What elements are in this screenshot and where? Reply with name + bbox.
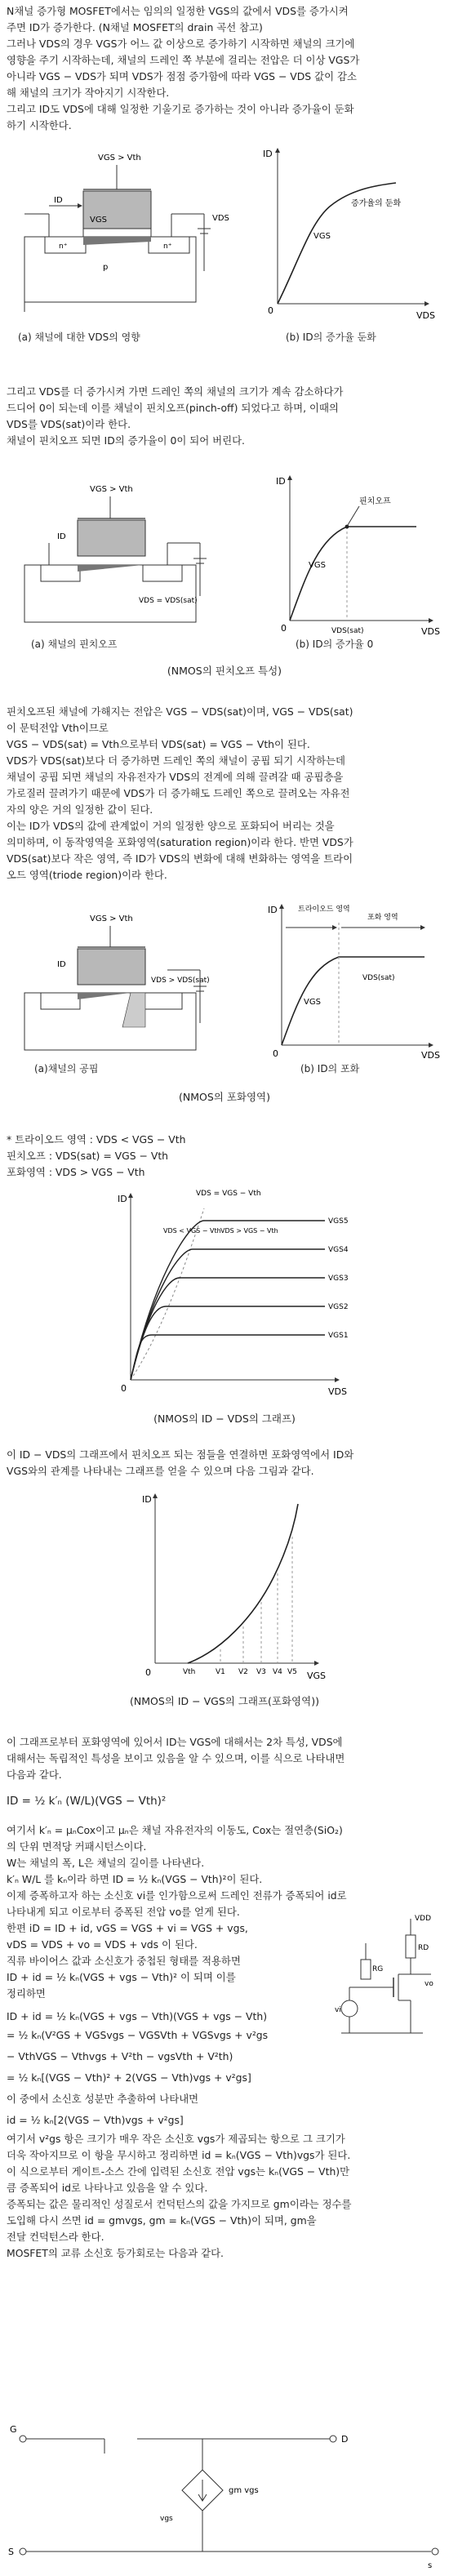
- text-line: 그리고 VDS를 더 증가시켜 가면 드레인 쪽의 채널의 크기가 계속 감소하다가: [7, 385, 344, 398]
- transfer-paragraph: [7, 1447, 442, 1479]
- text-line: 큼 증폭되어 id로 나타나고 있음을 알 수 있다.: [7, 2182, 208, 2194]
- text-line: 다음과 같다.: [7, 1768, 62, 1781]
- vdssat-label: VDS(sat): [362, 974, 395, 982]
- axis-x-label: VDS: [328, 1386, 347, 1397]
- text-line: 핀치오프 : VDS(sat) = VGS − Vth: [7, 1150, 169, 1162]
- vi-label: vi: [335, 2006, 341, 2014]
- id-vds-curve: [131, 1278, 325, 1380]
- text-line: = ½ kₙ[(VGS − Vth)² + 2(VGS − Vth)vgs + v²gs]: [7, 2071, 251, 2084]
- text-line: 이는 ID가 VDS의 값에 관계없이 거의 일정한 양으로 포화되어 버리는 것을: [7, 820, 335, 832]
- vds-sat-label: VDS = VDS(sat): [139, 597, 198, 605]
- text-line: 해 채널의 크기가 작아지기 시작한다.: [7, 87, 170, 99]
- vds-label: VDS: [212, 214, 229, 223]
- small-signal-equivalent-circuit: [7, 2413, 442, 2572]
- parameter-paragraph: [7, 1822, 347, 2002]
- x-tick-label: V3: [256, 1668, 266, 1676]
- text-line: ID + id = ½ kₙ(VGS + vgs − Vth)² 이 되며 이를: [7, 1971, 236, 1983]
- region-summary: [7, 1132, 442, 1181]
- text-line: 대해서는 독립적인 특성을 보이고 있음을 알 수 있으며, 이를 식으로 나타내면: [7, 1752, 345, 1764]
- text-line: 정리하면: [7, 1987, 46, 2000]
- id-label: ID: [54, 196, 63, 205]
- curve-note-label: 증가율의 둔화: [351, 199, 402, 208]
- vo-label: vo: [425, 1980, 433, 1988]
- id-vds-characteristic-chart: [114, 1184, 351, 1404]
- vdd-label: VDD: [415, 1915, 432, 1923]
- curve-label: VGS3: [328, 1275, 349, 1283]
- fig2-left-caption: (a) 채널의 핀치오프: [31, 638, 118, 650]
- text-line: VDS를 VDS(sat)이라 한다.: [7, 418, 131, 430]
- text-line: ID + id = ½ kₙ(VGS + vgs − Vth)(VGS + vgs − Vth): [7, 2010, 268, 2022]
- axis-x-label: VDS: [421, 626, 440, 637]
- text-line: 전달 컨덕턴스라 한다.: [7, 2231, 104, 2243]
- text-line: 한편 iD = ID + id, vGS = VGS + vi = VGS + vgs,: [7, 1922, 248, 1934]
- x-tick-label: V4: [273, 1668, 282, 1676]
- text-line: VDS(sat)보다 작은 영역, 즉 ID가 VDS의 변화에 대해 변화하는 영역을 트라이: [7, 852, 353, 865]
- text-line: 이 중에서 소신호 성분만 추출하여 나타내면: [7, 2093, 199, 2105]
- origin-label: 0: [145, 1667, 151, 1678]
- text-line: id = ½ kₙ[2(VGS − Vth)vgs + v²gs]: [7, 2114, 184, 2126]
- vgs-curve-label: VGS: [304, 998, 321, 1007]
- axis-y-label: ID: [142, 1494, 152, 1505]
- text-line: 가로질러 끌려가기 때문에 VDS가 더 증가해도 드레인 쪽으로 끌려오는 자유전: [7, 787, 350, 799]
- x-tick-label: V2: [238, 1668, 248, 1676]
- text-line: 이 그래프로부터 포화영역에 있어서 ID는 VGS에 대해서는 2차 특성, VDS에: [7, 1736, 343, 1748]
- curve-label: VGS1: [328, 1332, 349, 1340]
- text-line: − VthVGS − Vthvgs + V²th − vgsVth + V²th): [7, 2050, 233, 2062]
- text-line: 채널이 핀치오프 되면 ID의 증가율이 0이 되어 버린다.: [7, 434, 245, 447]
- text-line: 자의 양은 거의 일정한 값이 된다.: [7, 803, 153, 816]
- text-line: 그리고 ID도 VDS에 대해 일정한 기울기로 증가하는 것이 아니라 증가율이 둔화: [7, 103, 354, 115]
- text-line: 이제 증폭하고자 하는 소신호 vi를 인가함으로써 드레인 전류가 증폭되어 id로: [7, 1889, 347, 1902]
- square-law-equation: ID = ½ k′ₙ (W/L)(VGS − Vth)²: [7, 1795, 167, 1808]
- id-vds-curve: [131, 1249, 325, 1380]
- origin-label: 0: [268, 305, 273, 316]
- fig1-id-curve: [253, 140, 441, 332]
- fig3-saturation-curve: [261, 898, 441, 1074]
- text-line: 도입해 다시 쓰면 id = gmvgs, gm = kₙ(VGS − Vth)이 되며, gm을: [7, 2214, 317, 2227]
- vgs-curve-label: VGS: [313, 232, 331, 241]
- text-line: 이 문턱전압 Vth이므로: [7, 722, 109, 734]
- derivation-block: [7, 2009, 442, 2262]
- axis-x-label: VDS: [416, 310, 435, 321]
- source-terminal-label: s: [428, 2561, 433, 2570]
- text-line: 이 ID − VDS의 그래프에서 핀치오프 되는 점들을 연결하면 포화영역에서 ID와: [7, 1448, 354, 1461]
- rd-label: RD: [418, 1944, 429, 1952]
- intro-paragraph: [7, 3, 442, 134]
- fig1-mosfet-channel-diagram: [8, 140, 245, 336]
- x-tick-label: V5: [287, 1668, 297, 1676]
- text-line: 직류 바이어스 값과 소신호가 중첩된 형태를 적용하면: [7, 1955, 241, 1967]
- fig2-right-caption: (b) ID의 증가율 0: [296, 638, 374, 650]
- axis-y-label: ID: [118, 1194, 127, 1204]
- text-line: 드디어 0이 되는데 이를 채널이 핀치오프(pinch-off) 되었다고 하며, 이때의: [7, 402, 339, 414]
- vgs-gt-vth-label: VGS > Vth: [90, 485, 133, 494]
- pinchoff-paragraph: [7, 384, 442, 449]
- text-line: VGS − VDS(sat) = Vth으로부터 VDS(sat) = VGS − Vth이 된다.: [7, 738, 310, 750]
- fig3-left-caption: (a)채널의 공핍: [34, 1063, 99, 1074]
- axis-x-label: VDS: [421, 1050, 440, 1061]
- text-line: 영향을 주기 시작하는데, 채널의 드레인 쪽 부분에 걸리는 전압은 더 이상 VGS가: [7, 54, 360, 66]
- triode-note-label: VDS < VGS − Vth: [163, 1227, 221, 1235]
- vgs-curve-label: VGS: [309, 561, 326, 570]
- text-line: 아니라 VGS − VDS가 되며 VDS가 점점 증가함에 따라 VGS − VDS 값이 감소: [7, 70, 357, 82]
- sat-note-label: VDS > VGS − Vth: [220, 1227, 278, 1235]
- text-line: 이 식으로부터 게이트-소스 간에 입력된 소신호 전압 vgs는 kₙ(VGS − Vth)만: [7, 2165, 350, 2178]
- curve-label: VGS5: [328, 1217, 349, 1226]
- rg-label: RG: [372, 1965, 384, 1973]
- fig3-depletion-diagram: [8, 905, 245, 1076]
- text-line: = ½ kₙ(V²GS + VGSvgs − VGSVth + VGSvgs + v²gs: [7, 2029, 269, 2041]
- saturation-region-label: 포화 영역: [367, 914, 398, 922]
- id-label: ID: [57, 532, 66, 541]
- x-tick-label: V1: [216, 1668, 225, 1676]
- text-line: 증폭되는 값은 물리적인 성질로서 컨덕턴스의 값을 가지므로 gm이라는 정수를: [7, 2198, 352, 2210]
- text-line: 여기서 v²gs 항은 크기가 매우 작은 소신호 vgs가 제곱되는 항으로 그 크기가: [7, 2133, 345, 2145]
- p-substrate-label: p: [103, 263, 109, 272]
- id-label: ID: [57, 960, 66, 969]
- axis-y-label: ID: [276, 476, 286, 487]
- text-line: 주면 ID가 증가한다. (N채널 MOSFET의 drain 곡선 참고): [7, 21, 263, 33]
- gate-terminal-label: G: [10, 2424, 17, 2435]
- text-line: 오드 영역(triode region)이라 한다.: [7, 869, 167, 881]
- source-terminal-label: S: [8, 2547, 14, 2557]
- text-line: 여기서 k′ₙ = μₙCox이고 μₙ은 채널 자유전자의 이동도, Cox는 절연층(SiO₂): [7, 1824, 343, 1836]
- vgs-gt-vth-label: VGS > Vth: [90, 914, 133, 923]
- text-line: 더욱 작아지므로 이 항을 무시하고 정리하면 id = kₙ(VGS − Vth)vgs가 된다.: [7, 2149, 351, 2161]
- vds-gt-label: VDS > VDS(sat): [151, 977, 210, 985]
- fig2-pinchoff-diagram: [8, 474, 245, 645]
- text-line: MOSFET의 교류 소신호 등가회로는 다음과 같다.: [7, 2247, 224, 2259]
- triode-region-label: 트라이오드 영역: [298, 905, 350, 914]
- pinchoff-label: 핀치오프: [359, 497, 391, 506]
- text-line: 포화영역 : VDS > VGS − Vth: [7, 1166, 145, 1178]
- saturation-paragraph: [7, 704, 442, 883]
- fig2-id-curve: [269, 469, 441, 645]
- fig1-right-caption: (b) ID의 증가율 둔화: [286, 331, 376, 343]
- axis-x-label: VGS: [307, 1671, 327, 1681]
- text-line: W는 채널의 폭, L은 채널의 길이를 나타낸다.: [7, 1857, 205, 1869]
- id-vgs-transfer-chart: [139, 1488, 327, 1688]
- axis-y-label: ID: [263, 149, 273, 159]
- text-line: 채널이 공핍 되면 채널의 자유전자가 VDS의 전계에 의해 끌려갈 때 공핍층을: [7, 771, 344, 783]
- id-vds-curve: [131, 1335, 325, 1380]
- axis-y-label: ID: [268, 905, 278, 915]
- text-line: 의 단위 면적당 커패시턴스이다.: [7, 1840, 147, 1853]
- vgs-label: vgs: [160, 2515, 173, 2523]
- origin-label: 0: [281, 623, 287, 634]
- chart1-caption: (NMOS의 ID − VDS의 그래프): [153, 1413, 296, 1425]
- square-law-paragraph: [7, 1734, 442, 1783]
- origin-label: 0: [121, 1383, 127, 1394]
- origin-label: 0: [273, 1048, 278, 1059]
- x-tick-label: Vth: [183, 1668, 196, 1676]
- text-line: * 트라이오드 영역 : VDS < VGS − Vth: [7, 1133, 186, 1146]
- fig3-title: (NMOS의 포화영역): [178, 1091, 270, 1103]
- text-line: 핀치오프된 채널에 가해지는 전압은 VGS − VDS(sat)이며, VGS − VDS(sat): [7, 705, 353, 718]
- text-line: k′ₙ W/L 를 kₙ이라 하면 ID = ½ kₙ(VGS − Vth)²이 된다.: [7, 1873, 263, 1885]
- n-region-label: n⁺: [163, 242, 172, 251]
- id-vds-curve: [131, 1306, 325, 1380]
- curve-label: VGS4: [328, 1246, 349, 1254]
- chart2-caption: (NMOS의 ID − VGS의 그래프(포화영역)): [130, 1695, 319, 1707]
- text-line: 그러나 VDS의 경우 VGS가 어느 값 이상으로 증가하기 시작하면 채널의 크기에: [7, 38, 355, 50]
- text-line: N채널 증가형 MOSFET에서는 임의의 일정한 VGS의 값에서 VDS를 증가시켜: [7, 5, 349, 17]
- n-region-label: n⁺: [59, 242, 68, 251]
- vgs-label: VGS: [90, 216, 107, 225]
- curve-label: VGS2: [328, 1303, 349, 1311]
- text-line: vDS = VDS + vo = VDS + vds 이 된다.: [7, 1938, 198, 1951]
- text-line: VDS가 VDS(sat)보다 더 증가하면 드레인 쪽의 채널이 공핍 되기 시작하는데: [7, 754, 346, 767]
- gm-vgs-label: gm vgs: [229, 2486, 259, 2495]
- fig3-right-caption: (b) ID의 포화: [300, 1063, 360, 1074]
- fig1-left-caption: (a) 채널에 대한 VDS의 영향: [18, 331, 140, 343]
- vdssat-label: VDS(sat): [331, 627, 364, 635]
- vgs-gt-vth-label: VGS > Vth: [98, 153, 141, 162]
- boundary-label: VDS = VGS − Vth: [196, 1190, 261, 1198]
- fig2-title: (NMOS의 핀치오프 특성): [167, 665, 282, 677]
- text-line: 나타내게 되고 이로부터 증폭된 전압 vo를 얻게 된다.: [7, 1906, 240, 1918]
- text-line: 하기 시작한다.: [7, 119, 72, 131]
- id-vds-curve: [131, 1221, 325, 1380]
- text-line: VGS와의 관계를 나타내는 그래프를 얻을 수 있으며 다음 그림과 같다.: [7, 1465, 314, 1477]
- drain-terminal-label: D: [341, 2434, 349, 2445]
- text-line: 의미하며, 이 동작영역을 포화영역(saturation region)이라 한다. 반면 VDS가: [7, 836, 353, 848]
